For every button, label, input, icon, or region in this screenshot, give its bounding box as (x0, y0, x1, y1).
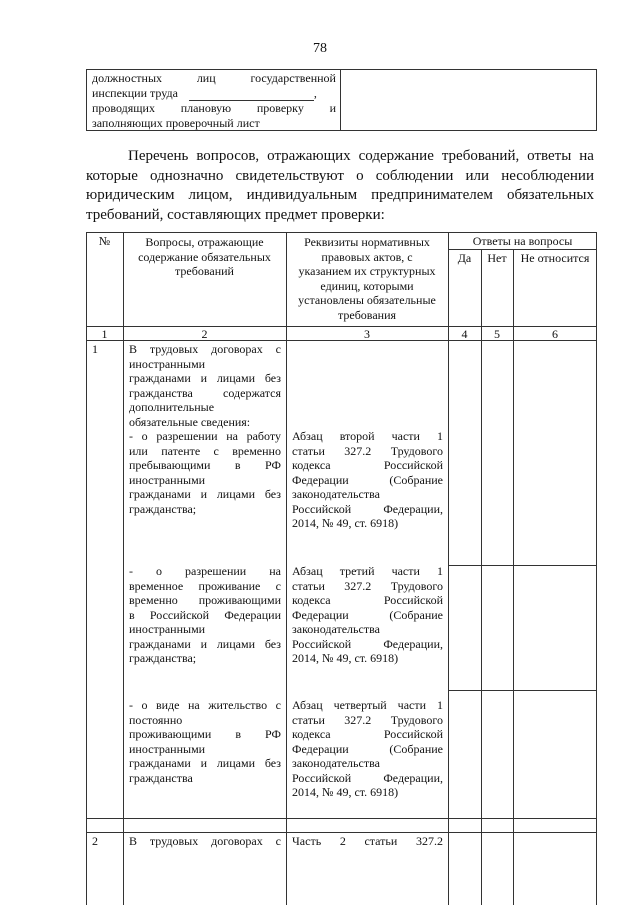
answer-na-cell[interactable] (514, 420, 596, 564)
word: лицами (216, 636, 255, 651)
q-line: гражданства; (129, 501, 197, 516)
word: вопросов, (196, 148, 260, 164)
r-line (292, 593, 443, 608)
header-line: указанием их структурных (298, 264, 436, 278)
word: работу (246, 429, 281, 443)
word: юридическим (86, 187, 175, 203)
table-border (481, 249, 482, 905)
word: трудовых (149, 342, 199, 356)
q-line: иностранными (129, 472, 206, 487)
q-line: иностранными (129, 622, 206, 636)
word: и (200, 371, 207, 385)
q-line (129, 487, 281, 502)
word: 327.2 (344, 443, 372, 458)
row-number: 1 (92, 342, 98, 356)
header-line: установлены обязательные (298, 293, 436, 307)
q-line: гражданства (129, 770, 193, 785)
word: проводящих (92, 101, 155, 115)
word: Абзац (292, 564, 323, 578)
table-border (448, 565, 597, 566)
word: и (200, 487, 207, 501)
q-line (129, 756, 281, 771)
word: РФ (265, 458, 281, 472)
q-line: гражданства; (129, 651, 197, 665)
word: Трудового (390, 443, 443, 458)
word: проживающими (198, 593, 281, 607)
r-line: 2014, № 49, ст. 6918) (292, 516, 399, 530)
word: гражданами (129, 371, 191, 385)
word: с (275, 834, 281, 848)
word: плановую (180, 101, 232, 115)
checklist-table (86, 232, 597, 905)
r-line: законодательства (292, 622, 380, 636)
word: или (465, 167, 490, 184)
word: Федерации, (383, 501, 443, 516)
word: 2 (339, 834, 346, 848)
word: проживание (198, 578, 261, 593)
answer-yes-cell[interactable] (449, 420, 481, 564)
signature-line-text: инспекции труда (92, 86, 178, 100)
q-line: постоянно (129, 712, 183, 727)
header-line: требования (337, 307, 397, 322)
word: лицом, (188, 187, 233, 203)
word: трудовых (149, 834, 199, 848)
r-line (292, 608, 443, 623)
requisite-cell (292, 698, 443, 800)
word: в (129, 607, 135, 622)
q-line: иностранными (129, 356, 206, 371)
word: части (391, 429, 420, 443)
word: Часть (292, 834, 322, 848)
word: Трудового (390, 578, 443, 593)
header-answers: Ответы на вопросы (472, 234, 573, 248)
q-line (292, 834, 443, 849)
word: (Собрание (389, 472, 443, 487)
signature-block (86, 69, 597, 131)
word: отражающих (267, 148, 351, 164)
r-line: 2014, № 49, ст. 6918) (292, 651, 399, 665)
word: лицами (216, 371, 255, 385)
word: содержатся (223, 385, 281, 400)
q-line (129, 727, 281, 742)
word: содержание (358, 148, 434, 164)
header-line: Вопросы, отражающие (145, 235, 264, 249)
word: статьи (292, 443, 325, 458)
word: ответы (527, 148, 572, 164)
word: свидетельствуют (235, 167, 344, 184)
word: о (141, 429, 148, 443)
word: патенте (161, 443, 201, 458)
word: государственной (250, 71, 336, 85)
word: Российской (383, 593, 443, 607)
table-border (448, 249, 597, 250)
word: обязательных (506, 187, 594, 203)
word: должностных (92, 71, 163, 85)
word: - (129, 429, 133, 443)
section-heading (86, 147, 594, 225)
q-line (129, 637, 281, 652)
word: - (129, 698, 133, 712)
word: в (234, 458, 241, 472)
word: четвертый (333, 698, 387, 712)
word: кодекса (292, 458, 331, 472)
word: договорах (211, 342, 263, 356)
word: Российской (383, 458, 443, 472)
r-line (292, 564, 443, 579)
word: Абзац (292, 698, 323, 712)
table-border (86, 232, 597, 233)
table-border (448, 690, 597, 691)
q-line (129, 371, 281, 386)
word: кодекса (292, 593, 331, 607)
word: с (213, 443, 219, 458)
r-line: законодательства (292, 487, 380, 501)
word: однозначно (150, 167, 224, 184)
word: части (397, 698, 427, 712)
word: лицами (216, 756, 255, 770)
word: лицами (216, 487, 255, 501)
q-line (129, 444, 281, 459)
word: виде (155, 698, 180, 712)
word: проживающими (129, 727, 212, 741)
word: (Собрание (389, 741, 443, 756)
column-number: 5 (494, 327, 500, 341)
question-cell (129, 698, 281, 785)
word: Федерации (292, 472, 349, 487)
q-line (129, 386, 281, 401)
header-line: единиц, которыми (320, 278, 414, 293)
word: пребывающими (129, 458, 211, 472)
word: третий (339, 564, 375, 578)
header-not-applicable: Не относится (520, 251, 590, 265)
header-yes: Да (457, 251, 472, 265)
heading-line-1 (86, 147, 594, 167)
word: В (129, 834, 138, 848)
header-line: требований (175, 264, 234, 278)
word: жительство (208, 698, 268, 712)
word: временно (232, 443, 281, 458)
word: Абзац (292, 429, 323, 443)
word: 327.2 (344, 712, 372, 727)
q-line (129, 698, 281, 713)
column-number: 2 (201, 327, 208, 341)
word: 1 (436, 564, 443, 578)
word: Федерации, (383, 770, 443, 785)
word: В (129, 342, 138, 356)
row-number: 2 (92, 834, 98, 848)
signature-value-cell (340, 70, 596, 130)
q-line (129, 429, 281, 444)
word: статьи (292, 712, 325, 727)
r-line (292, 698, 443, 713)
q-line (129, 342, 281, 357)
heading-line-3 (86, 186, 594, 206)
word: временно (129, 593, 178, 607)
requisite-cell (292, 564, 443, 666)
requisite-cell (292, 834, 443, 849)
header-line: содержание обязательных (138, 249, 271, 264)
r-line (292, 429, 443, 444)
r-line (292, 458, 443, 473)
column-number: 3 (364, 327, 370, 341)
word: гражданами (129, 487, 191, 501)
q-line (129, 593, 281, 608)
word: соблюдении (375, 167, 454, 184)
header-questions (123, 235, 286, 279)
signature-line-1 (92, 71, 336, 86)
r-line (292, 473, 443, 488)
r-line (292, 444, 443, 459)
word: Федерации (292, 741, 349, 756)
word: разрешении (156, 429, 218, 443)
q-line: дополнительные (129, 400, 215, 414)
word: 1 (436, 429, 443, 443)
column-number: 1 (101, 327, 108, 341)
r-line (292, 771, 443, 786)
r-line (292, 637, 443, 652)
word: на (269, 564, 281, 578)
word: гражданами (129, 756, 191, 770)
word: второй (339, 429, 375, 443)
word: Российской (292, 501, 352, 516)
word: лиц (196, 71, 216, 85)
r-line: законодательства (292, 756, 380, 770)
word: проверку (256, 101, 304, 115)
word: статьи (292, 578, 325, 593)
word: Российской (292, 636, 352, 651)
word: Перечень (128, 148, 189, 164)
table-border (86, 818, 597, 819)
word: гражданами (129, 636, 191, 651)
word: временное (129, 578, 184, 593)
word: разрешении (185, 564, 247, 578)
word: Трудового (390, 712, 443, 727)
word: с (275, 342, 281, 356)
q-line: обязательные сведения: (129, 414, 251, 429)
word: без (264, 371, 281, 385)
question-cell (129, 429, 281, 516)
header-num: № (98, 234, 111, 248)
word: и (200, 756, 207, 770)
word: требований, (441, 148, 520, 164)
word: о (156, 564, 162, 578)
signature-line-3 (92, 101, 336, 116)
word: с (275, 698, 281, 712)
r-line: 2014, № 49, ст. 6918) (292, 785, 399, 799)
word: (Собрание (389, 607, 443, 622)
word: статьи (364, 834, 398, 848)
r-line (292, 579, 443, 594)
word: и (200, 636, 207, 651)
word: в (235, 727, 242, 741)
word: о (356, 167, 364, 184)
word: гражданства (129, 385, 193, 400)
word: без (264, 487, 281, 501)
q-line (129, 834, 281, 849)
r-line (292, 727, 443, 742)
word: без (264, 756, 281, 770)
word: Федерации (292, 607, 349, 622)
word: предпринимателем (371, 187, 493, 203)
word: или (129, 443, 148, 458)
table-border (86, 832, 597, 833)
word: без (264, 636, 281, 651)
question-cell (129, 342, 281, 429)
word: Федерации, (383, 636, 443, 651)
word: Федерации (224, 607, 281, 622)
word: РФ (265, 727, 281, 741)
word: части (391, 564, 420, 578)
q-line (129, 564, 281, 579)
heading-line-2 (86, 167, 594, 187)
word: Российской (383, 727, 443, 741)
q-line: иностранными (129, 741, 206, 756)
column-number: 6 (552, 327, 558, 341)
word: Российской (292, 770, 352, 785)
header-no: Нет (487, 251, 507, 265)
header-line: Реквизиты нормативных (304, 235, 430, 249)
header-requisites (286, 235, 448, 322)
word: несоблюдении (501, 167, 594, 184)
r-line (292, 742, 443, 757)
word: 327.2 (344, 578, 372, 593)
column-number: 4 (461, 327, 468, 341)
word: с (275, 578, 281, 593)
q-line (129, 579, 281, 594)
page-number: 78 (313, 41, 327, 56)
word: Российской (149, 607, 210, 622)
r-line (292, 502, 443, 517)
word: на (226, 429, 238, 443)
r-line (292, 713, 443, 728)
word: 327.2 (415, 834, 443, 848)
answer-no-cell[interactable] (482, 420, 513, 564)
word: которые (86, 167, 138, 184)
question-cell (129, 564, 281, 666)
q-line (129, 458, 281, 473)
word: договорах (211, 834, 263, 848)
q-line (129, 608, 281, 623)
word: индивидуальным (246, 187, 358, 203)
word: на (187, 698, 200, 712)
word: 1 (436, 698, 443, 712)
signature-line-2: инспекции труда , (92, 86, 317, 100)
word: о (141, 698, 148, 712)
word: - (129, 564, 133, 578)
signature-label-cell (87, 70, 341, 130)
question-cell (129, 834, 281, 849)
requisite-cell (292, 429, 443, 531)
signature-line-4: заполняющих проверочный лист (92, 116, 260, 130)
header-line: правовых актов, с (321, 249, 413, 264)
word: и (329, 101, 336, 115)
table-border (513, 249, 514, 905)
heading-line-4: требований, составляющих предмет проверки: (86, 206, 385, 223)
word: кодекса (292, 727, 331, 741)
word: на (579, 148, 594, 164)
